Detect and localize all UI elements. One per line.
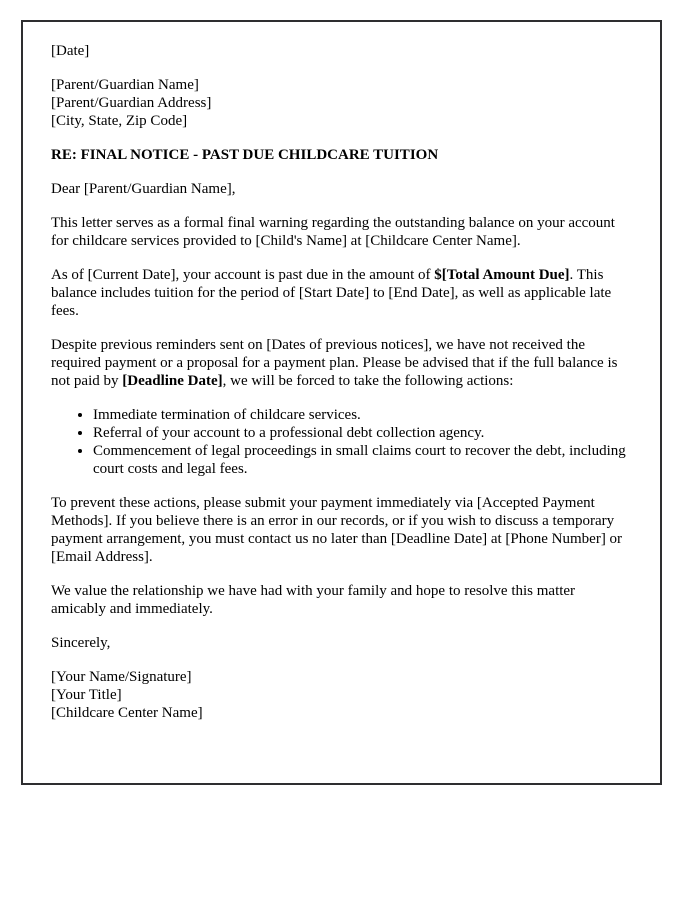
deadline-text-before: Despite previous reminders sent on [Dates of previous notices], we have not received the required payment or a proposal for a payment plan. Please be advised that if the full balance is not paid by (51, 337, 618, 389)
recipient-name: [Parent/Guardian Name] (51, 77, 199, 93)
signature-center-name: [Childcare Center Name] (51, 705, 203, 721)
paragraph-amount-due (51, 266, 632, 320)
paragraph-goodwill: We value the relationship we have had with your family and hope to resolve this matter amicably and immediately. (51, 583, 576, 617)
letter-date: [Date] (51, 43, 90, 59)
deadline-text-after: , we will be forced to take the following actions: (222, 373, 514, 389)
paragraph-intro: This letter serves as a formal final warning regarding the outstanding balance on your account for childcare services provided to [Child's Name] at [Childcare Center Name]. (51, 215, 615, 249)
total-amount-due: $[Total Amount Due] (434, 267, 570, 283)
recipient-address: [Parent/Guardian Address] (51, 95, 212, 111)
recipient-address-block (51, 76, 632, 130)
closing: Sincerely, (51, 635, 111, 651)
recipient-city-state-zip: [City, State, Zip Code] (51, 113, 188, 129)
paragraph-payment-instructions: To prevent these actions, please submit your payment immediately via [Accepted Payment Methods]. If you believe there is an error in our records, or if you wish to discuss a temporary payment arrangement, you must contact us no later than [Deadline Date] at [Phone Number] or [Email Address]. (51, 495, 623, 565)
subject-line: RE: FINAL NOTICE - PAST DUE CHILDCARE TUITION (51, 147, 439, 163)
paragraph-deadline-warning (51, 336, 632, 390)
salutation: Dear [Parent/Guardian Name], (51, 181, 236, 197)
signature-block (51, 668, 632, 722)
list-item-legal: • Commencement of legal proceedings in small claims court to recover the debt, including court costs and legal fees. (93, 442, 632, 478)
letter-container (21, 20, 662, 785)
consequences-list (51, 406, 632, 478)
signature-name: [Your Name/Signature] (51, 669, 192, 685)
amount-due-text-after: . This balance includes tuition for the period of [Start Date] to [End Date], as well as applicable late fees. (51, 267, 612, 319)
list-item-collection: • Referral of your account to a professional debt collection agency. (93, 424, 632, 442)
amount-due-text-before: As of [Current Date], your account is past due in the amount of (51, 267, 435, 283)
list-item-termination: • Immediate termination of childcare services. (93, 406, 632, 424)
signature-title: [Your Title] (51, 687, 122, 703)
deadline-date: [Deadline Date] (122, 373, 223, 389)
